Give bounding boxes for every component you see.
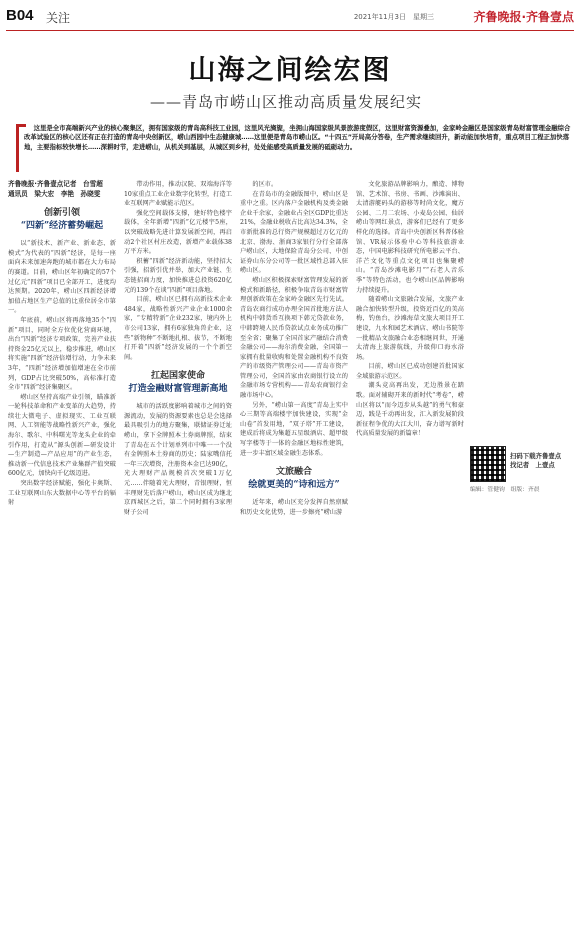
section-label: 关注 (46, 11, 71, 25)
lead-accent-cap (16, 124, 26, 127)
paragraph: 的区市。 (252, 181, 278, 188)
byline: 齐鲁晚报·齐鲁壹点记者 台雪超 通讯员 梁大宏 李艳 孙晓雯 (8, 180, 103, 198)
section-heading-line2: “四新”经济蓄势崛起 (20, 221, 104, 232)
lead-accent-bar (16, 124, 19, 172)
paragraph: 突出数字经济赋能，强化卡奥斯、工业互联网山东大数据中心等平台的辐射 (8, 480, 116, 507)
newspaper-logo: 齐鲁晚报·齐鲁壹点 (473, 10, 574, 24)
page-number: B04 (6, 7, 34, 24)
column-3 (240, 180, 348, 517)
paragraph: 在青岛市的金融版图中，崂山区是重中之重。区内落户金融机构及类金融企业千余家，金融业占全区GDP比重达21%，金融业税收占比高达34.3%，全市新批准的总行资产规模超过万亿元的北京、渤海、浙商3家银行分行全部落户崂山区，大地保险青岛分公司、中创证券山东分公司等一批区域性总部入驻崂山区。 (240, 190, 348, 275)
paragraph: 积蓄“四新”经济新动能，坚持招大引强，招新引优并举，加大产业链、生态链招商力度，加快推进总投资620亿元的139个在谈“四新”项目落地。 (124, 257, 232, 294)
column-1 (8, 180, 116, 508)
paragraph: 目前，崂山区已拥有高新技术企业484家，战略性新兴产业企业1000余家，“专精特新”企业232家，境内外上市公司13家，拥有6家独角兽企业，这些“新物种”不断地扎根、拔节，不断地打开着“四新”经济发展的一个个新空间。 (124, 296, 232, 361)
section-heading-line1: 创新引领 (43, 208, 80, 219)
paragraph: 城市的活跃度影响着城市之间的资源流动，发展的资源要素也总是会选择最具吸引力的地方聚集，联储证券迁址崂山，拿下全牌照本土券商牌照，结束了青岛在五个计划单列市中唯一一个没有金牌照本土券商的历史；陆家嘴信托一年三次增资，注册资本金已达90亿，光大理财产品规模首次突破1万亿元……伴随着光大理财，青银理财，恒丰理财先后落户崂山，崂山区成为继北京西城区之后，第二个同时拥有3家理财子公司 (124, 403, 232, 516)
paragraph: 另外，“崂山第一高度”青岛上实中心三期等高端楼宇加快建设，实现“金山卷”首发用地，“双子塔”开工建设，建成后将成为集超五星级酒店、超甲级写字楼等于一体的金融区地标性建筑，进一步丰富区域金融生态体系。 (240, 401, 348, 457)
lead-paragraph (16, 124, 572, 172)
paragraph: 崂山区坚持高端产业引领，瞄准新一轮科技革命和产业变革的大趋势，持续壮大微电子、虚拟现实、工业互联网、人工智能等战略性新兴产业，强化海尔、歌尔、中科曙光等龙头企业的牵引作用，打造从“源头创新—研发设计—生产制造—产品应用”的产业生态，推动新一代信息技术产业集群产值突破600亿元，加快向千亿级迈进。 (8, 393, 116, 478)
paragraph: 以“新技术、新产业、新业态、新模式”为代表的“四新”经济，是每一座面向未来加速奔跑的城市都在大力布局的赛道。目前，崂山区年初确定的57个过亿元“四新”项目已全部开工，进度均达预期。2020年，崂山区四新经济增加值占地区生产总值的比重位居全市第一。 (8, 240, 116, 315)
section-heading-tourism (240, 466, 348, 492)
qr-caption: 扫码下载齐鲁壹点 找记者 上壹点 (510, 452, 562, 469)
editor-credits: 编辑：管健钧 组版：齐晨 (470, 487, 540, 493)
column-4 (356, 180, 464, 439)
masthead (6, 6, 574, 32)
paragraph: 潮头竞高再出发，无边胜景在踏歌。面对辅砌开来的新时代“考卷”，崂山区将以“而今迈步从头越”的勇气和豪迈，践是千动再出发，汇入新发展阶段新征程争优的大江大川，奋力谱写新时代高质量发展的新篇章！ (356, 382, 464, 438)
paragraph: 随着崂山文旅融合发展，文旅产业融合加快转型升级，投资近百亿的美高梅，钓鱼台，沙滩海草文旅大项目开工建设，九水和园艺术酒店、崂山书院等一批精品文旅融合业态相继问世，开通太清海上旅游航线，升级仰口海水浴场。 (356, 296, 464, 361)
column-2 (124, 180, 232, 517)
paragraph: 带动作用，推动汉院、双端海洋等10家重点工业企业数字化转型，打造工业互联网产业赋能示范区。 (124, 181, 232, 208)
paragraph: 年底前，崂山区将再落地35个“四新”项目，同时全方位优化营商环境，出台“四新”经济专项政策，完善产业扶持资金25亿元以上，稳步推进，崂山区将实施“四新”经济倍增行动，力争未来3年，“四新”经济增加值增速在全市前列，GDP占比突破50%，高标准打造全市“四新”经济集聚区。 (8, 316, 116, 392)
paragraph: 强化空间载体支撑，建好特色楼宇载体，全年新增“四新”亿元楼宇5座，以突破战略先进计算发展新空间，再启动2个社区村庄改造，新增产业载体38万平方米。 (124, 209, 232, 256)
dateline: 2021年11月3日 星期三 (353, 13, 434, 21)
section-heading-line1: 文旅融合 (275, 467, 312, 478)
paragraph: 目前，崂山区已成功创建首批国家全域旅游示范区。 (356, 363, 464, 380)
paragraph: 近年来，崂山区充分发挥自然禀赋和历史文化优势，进一步擦亮“崂山游 (240, 499, 348, 516)
paragraph: 崂山区积极探索财富管理发展的新模式和新路径，积极争取青岛市财富管理创新政策在金家岭金融区先行先试。青岛农商行成功办理全国首批地方法人机构中韩货币互换项下韩元贷款业务，中韩跨境人民币贷款试点业务成功推广至全省；聚集了全国首家产融结合消费金融公司——海尔消费金融，全国第一家拥有批量收购和处置金融机构不良资产的市级资产管理公司——青岛市资产管理公司，全国首家由农商银行设立的金融市场专营机构——青岛农商银行金融市场中心。 (240, 276, 348, 400)
section-heading-line2: 打造金融财富管理新高地 (128, 384, 228, 395)
header-rule (6, 30, 574, 31)
lead-text: 这里是全市高端新兴产业的核心聚集区，拥有国家级的青岛高科技工业园，这里风光旖旎，坐拥山海国家级风景旅游度假区，这里财富资源叠加，金家岭金融区是国家级青岛财富管理金融综合改革试验区的核心区还有正在打造的青岛中央创新区，崂山西园中生态健康城……这里便是青岛市崂山区。“十四五”开局高分答卷，生产需求继续回升，新动能加快培育，重点项目工程正加快落地，主要指标较快增长……深耕时节，走进崂山，从机关到基层，从城区到乡村，处处能感受高质量发展的砥砺动力。 (24, 124, 571, 151)
article-title: 山海之间绘宏图 (188, 55, 392, 86)
section-heading-line2: 绘就更美的“诗和远方” (248, 480, 340, 491)
qr-block (470, 446, 574, 493)
section-heading-innovation (8, 207, 116, 233)
column-5 (470, 440, 574, 493)
qr-code-icon[interactable] (470, 446, 506, 482)
section-heading-finance (124, 370, 232, 396)
article-subtitle: ——青岛市崂山区推动高质量发展纪实 (150, 93, 423, 111)
section-heading-line1: 扛起国家使命 (150, 371, 205, 382)
paragraph: 文化旅游品牌影响力，酿造、博物馆、艺术馆、书房、书画、沙滩演出、太清游艇码头的游移等时尚文化，魔方公园、二月二农场、小麦岛公园、仙居崂山等网红景点，游客们已经有了更多样化的选择。青岛中央创新区科普体验馆、VR展示体验中心等科技旅游业态，中国电影科技研究所电影云平台、洋芒文化等重点文化项目也集聚崂山。“青岛沙滩电影月”“石老人音乐季”等特色活动，也令崂山区品牌影响力持续提升。 (356, 181, 464, 294)
